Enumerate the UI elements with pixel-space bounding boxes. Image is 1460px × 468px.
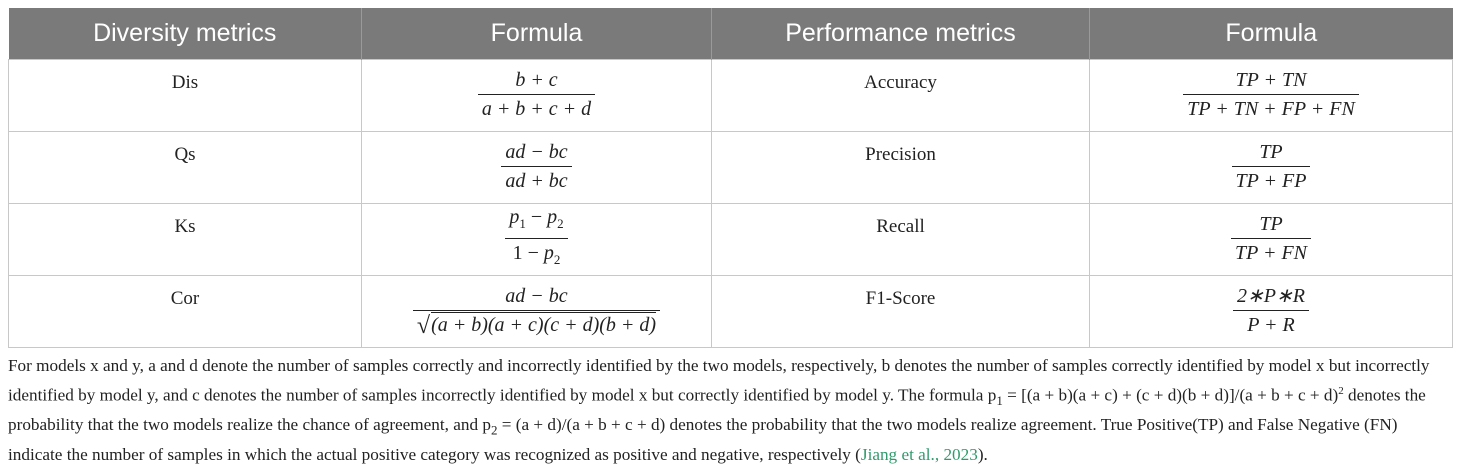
footnote-text: = (a + d)/(a + b + c + d) denotes the probability that the two models realize agreement. True Positive(TP) and False Negative (FN) indicate the number of samples in which the actual positive category was recognized as positive and negative, respectively ( [8,415,1398,465]
sqrt-symbol: √ [416,312,431,339]
numerator: TP + TN [1235,69,1307,91]
denominator: TP + TN + FP + FN [1183,94,1359,121]
header-formula-diversity: Formula [362,8,712,60]
diversity-metric-name: Qs [9,132,362,204]
table-footnote [8,354,1454,468]
table-row [9,276,1453,348]
numerator: b + c [515,69,558,91]
footnote-text: = [(a + b)(a + c) + (c + d)(b + d)]/(a + b + c + d) [1002,385,1339,405]
performance-metric-name: Accuracy [712,60,1090,132]
performance-metric-name: F1-Score [712,276,1090,348]
diversity-formula [362,276,712,348]
denominator: TP + FP [1232,166,1311,193]
fraction [501,140,571,193]
diversity-formula [362,204,712,276]
p2-subscript: 2 [553,252,561,267]
footnote-text: denotes the probability that the two models realize the chance of agreement, and p [8,385,1426,435]
table-row [9,132,1453,204]
footnote-text: For models x and y, a and d denote the number of samples correctly and incorrectly identified by the two models, respectively, b denotes the number of samples correctly identified by model x but incorrectly identified by model y, and c denotes the number of samples incorrectly identified by model x but correctly identified by model y. The formula p [8,356,1430,405]
footnote-superscript: 2 [1338,384,1344,397]
footnote-text: ). [977,445,988,465]
numerator: ad − bc [505,141,568,163]
numerator: 2∗P∗R [1237,285,1305,307]
header-diversity-metrics: Diversity metrics [9,8,362,60]
radicand: (a + b)(a + c)(c + d)(b + d) [431,313,657,336]
p1-subscript: 1 [519,216,526,231]
denominator: ad + bc [501,166,571,193]
performance-formula [1090,60,1453,132]
citation-link[interactable]: Jiang et al., 2023 [860,445,978,465]
denominator: a + b + c + d [478,94,595,121]
table-row [9,60,1453,132]
diversity-metric-name: Ks [9,204,362,276]
p2-var: p [543,242,554,264]
performance-formula [1090,132,1453,204]
footnote-subscript: 2 [490,422,498,438]
performance-formula [1090,204,1453,276]
fraction [413,284,660,338]
denominator [505,238,567,272]
numerator [505,205,567,238]
fraction [1232,140,1311,193]
performance-metric-name: Precision [712,132,1090,204]
table-row [9,204,1453,276]
numerator: ad − bc [505,284,568,307]
p2-subscript: 2 [557,216,564,231]
footnote-subscript: 1 [996,392,1003,408]
fraction [1231,212,1311,265]
diversity-formula [362,60,712,132]
fraction [478,68,595,121]
p1-var: p [509,206,520,228]
metrics-table-container [8,8,1452,348]
fraction [505,205,567,272]
diversity-formula [362,132,712,204]
denominator: TP + FN [1231,238,1311,265]
minus-sign: − [525,206,548,228]
numerator: TP [1259,141,1283,163]
fraction [1233,284,1309,337]
diversity-metric-name: Cor [9,276,362,348]
performance-metric-name: Recall [712,204,1090,276]
table-header-row [9,8,1453,60]
numerator: TP [1259,213,1283,235]
one: 1 [512,242,523,264]
minus-sign: − [522,242,544,264]
header-formula-performance: Formula [1090,8,1453,60]
fraction [1183,68,1359,121]
p2-var: p [547,206,558,228]
header-performance-metrics: Performance metrics [712,8,1090,60]
denominator: P + R [1233,310,1309,337]
denominator [413,310,660,338]
metrics-table [8,8,1453,348]
diversity-metric-name: Dis [9,60,362,132]
performance-formula [1090,276,1453,348]
